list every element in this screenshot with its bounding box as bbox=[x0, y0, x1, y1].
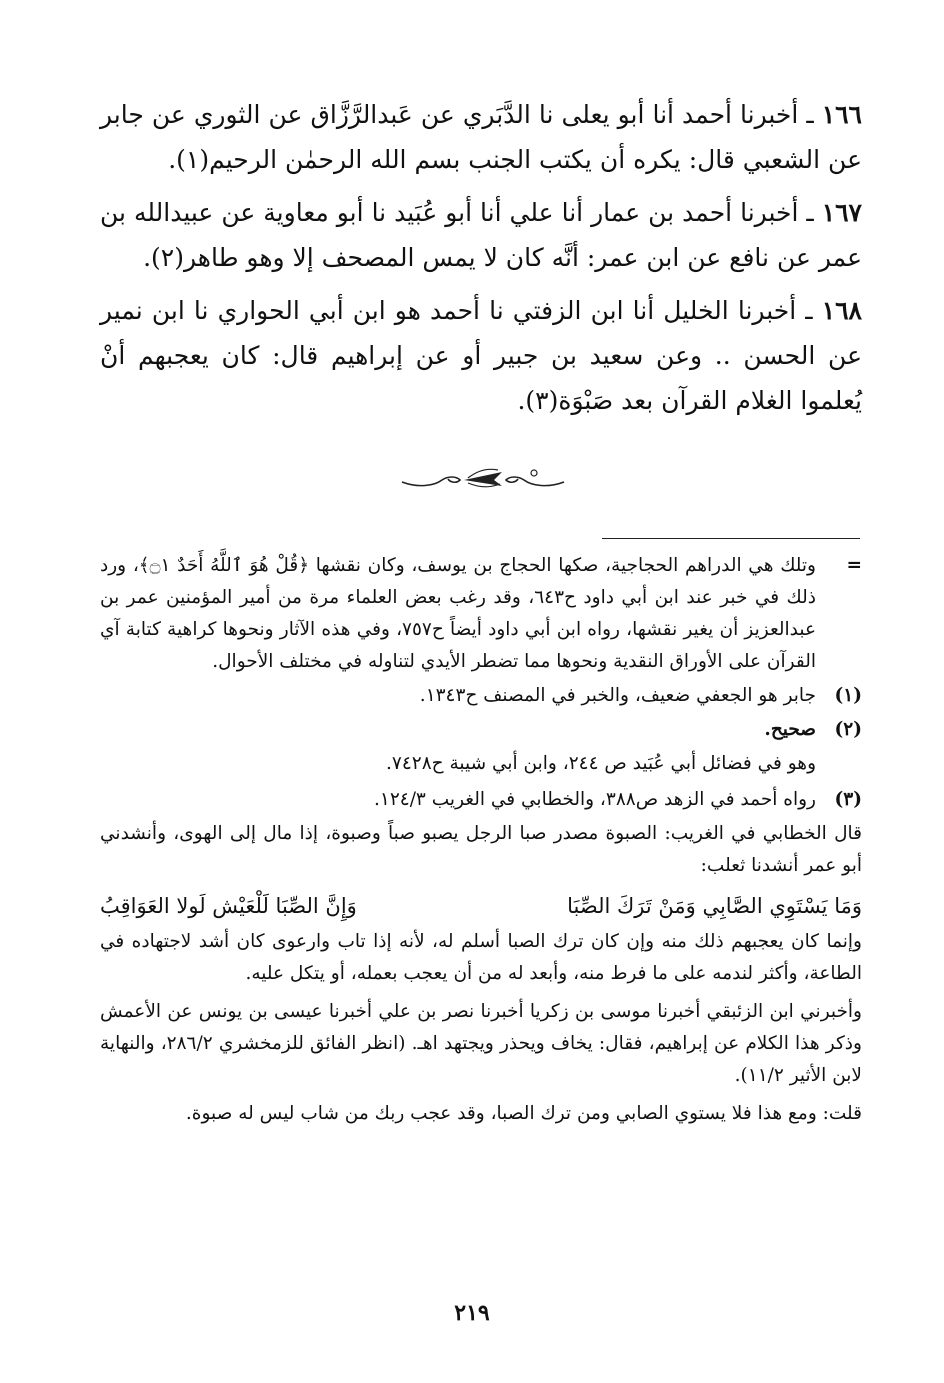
verse-first-half: وَمَا يَسْتَوِي الصَّابِي وَمَنْ تَرَكَ الصِّبَا bbox=[567, 894, 862, 918]
footnote-text: صحيح. bbox=[764, 719, 816, 740]
entry-text: ـ أخبرنا أحمد أنا أبو يعلى نا الدَّبَري عن عَبدالرَّزَّاق عن الثوري عن جابر عن الشعبي قال: يكره أن يكتب الجنب بسم الله الرحمٰن الرحيم(١). bbox=[100, 100, 862, 174]
footnote-text: وتلك هي الدراهم الحجاجية، صكها الحجاج بن يوسف، وكان نقشها ﴿قُلْ هُوَ ٱللَّهُ أَحَدٌ ۝١﴾، ورد ذلك في خبر عند ابن أبي داود ح٦٤٣، وقد رغب بعض العلماء مرة من أمير المؤمنين عمر بن عبدالعزيز أن يغير نقشها، رواه ابن أبي داود أيضاً ح٧٥٧، وفي هذه الآثار ونحوها كراهية كتابة آي القرآن على الأوراق النقدية ونحوها مما تضطر الأيدي لتناوله في مختلف الأحوال. bbox=[100, 555, 816, 672]
entry-number: ١٦٦ bbox=[821, 100, 862, 129]
entry-text: ـ أخبرنا أحمد بن عمار أنا علي أنا أبو عُبَيد نا أبو معاوية عن عبيدالله بن عمر عن نافع عن ابن عمر: أنَّه كان لا يمس المصحف إلا وهو طاهر(٢). bbox=[100, 198, 862, 272]
footnote-3-paragraph: قلت: ومع هذا فلا يستوي الصابي ومن ترك الصبا، وقد عجب ربك من شاب ليس له صبوة. bbox=[185, 1103, 862, 1124]
footnote-mark: = bbox=[846, 555, 862, 576]
footnote-2-detail: وهو في فضائل أبي عُبَيد ص ٢٤٤، وابن أبي شيبة ح٧٤٢٨. bbox=[386, 753, 816, 774]
footnote-mark: (١) bbox=[834, 685, 862, 706]
footnote-mark: (٣) bbox=[834, 789, 862, 810]
entry-167 bbox=[100, 190, 862, 280]
footnote-mark: (٢) bbox=[834, 719, 862, 740]
page-number: ٢١٩ bbox=[454, 1300, 490, 1326]
entry-number: ١٦٨ bbox=[821, 296, 862, 325]
footnotes bbox=[100, 550, 862, 1136]
footnote-3-paragraph: قال الخطابي في الغريب: الصبوة مصدر صبا الرجل يصبو صباً وصبوة، إذا مال إلى الهوى، وأنشدني أبو عمر أنشدنا ثعلب: bbox=[100, 823, 862, 876]
footnote-3 bbox=[100, 784, 862, 816]
footnote-3-paragraph: وأخبرني ابن الزئبقي أخبرنا موسى بن زكريا أخبرنا نصر بن علي أخبرنا عيسى بن يونس عن الأعمش وذكر هذا الكلام عن إبراهيم، فقال: يخاف ويحذر ويجتهد اهـ. (انظر الفائق للزمخشري ٢٨٦/٢، والنهاية لابن الأثير ١١/٢). bbox=[100, 1001, 862, 1086]
footnote-separator bbox=[602, 538, 860, 539]
entry-166 bbox=[100, 92, 862, 182]
main-text bbox=[100, 92, 862, 431]
footnote-3-paragraph: وإنما كان يعجبهم ذلك منه وإن كان ترك الصبا أسلم له، لأنه إذا تاب وارعوى كان أشد لاجتهاده في الطاعة، وأكثر لندمه على ما فرط منه، وأبعد له من أن يعجب بعمله، أو يتكل عليه. bbox=[100, 931, 862, 984]
verse-second-half: وَإِنَّ الصِّبَا لَلْعَيْش لَولا العَوَاقِبُ bbox=[100, 894, 357, 918]
footnote-2 bbox=[100, 714, 862, 746]
poem-verse bbox=[100, 888, 862, 924]
footnote-text: رواه أحمد في الزهد ص٣٨٨، والخطابي في الغريب ١٢٤/٣. bbox=[374, 789, 816, 810]
ornament-divider bbox=[398, 460, 568, 494]
entry-text: ـ أخبرنا الخليل أنا ابن الزفتي نا أحمد هو ابن أبي الحواري نا ابن نمير عن الحسن .. وعن سعيد بن جبير أو عن إبراهيم قال: كان يعجبهم أنْ يُعلموا الغلام القرآن بعد صَبْوَة(٣). bbox=[100, 296, 862, 415]
entry-168 bbox=[100, 288, 862, 423]
entry-number: ١٦٧ bbox=[821, 198, 862, 227]
footnote-continuation bbox=[100, 550, 862, 678]
footnote-1 bbox=[100, 680, 862, 712]
footnote-text: جابر هو الجعفي ضعيف، والخبر في المصنف ح١٣٤٣. bbox=[419, 685, 816, 706]
